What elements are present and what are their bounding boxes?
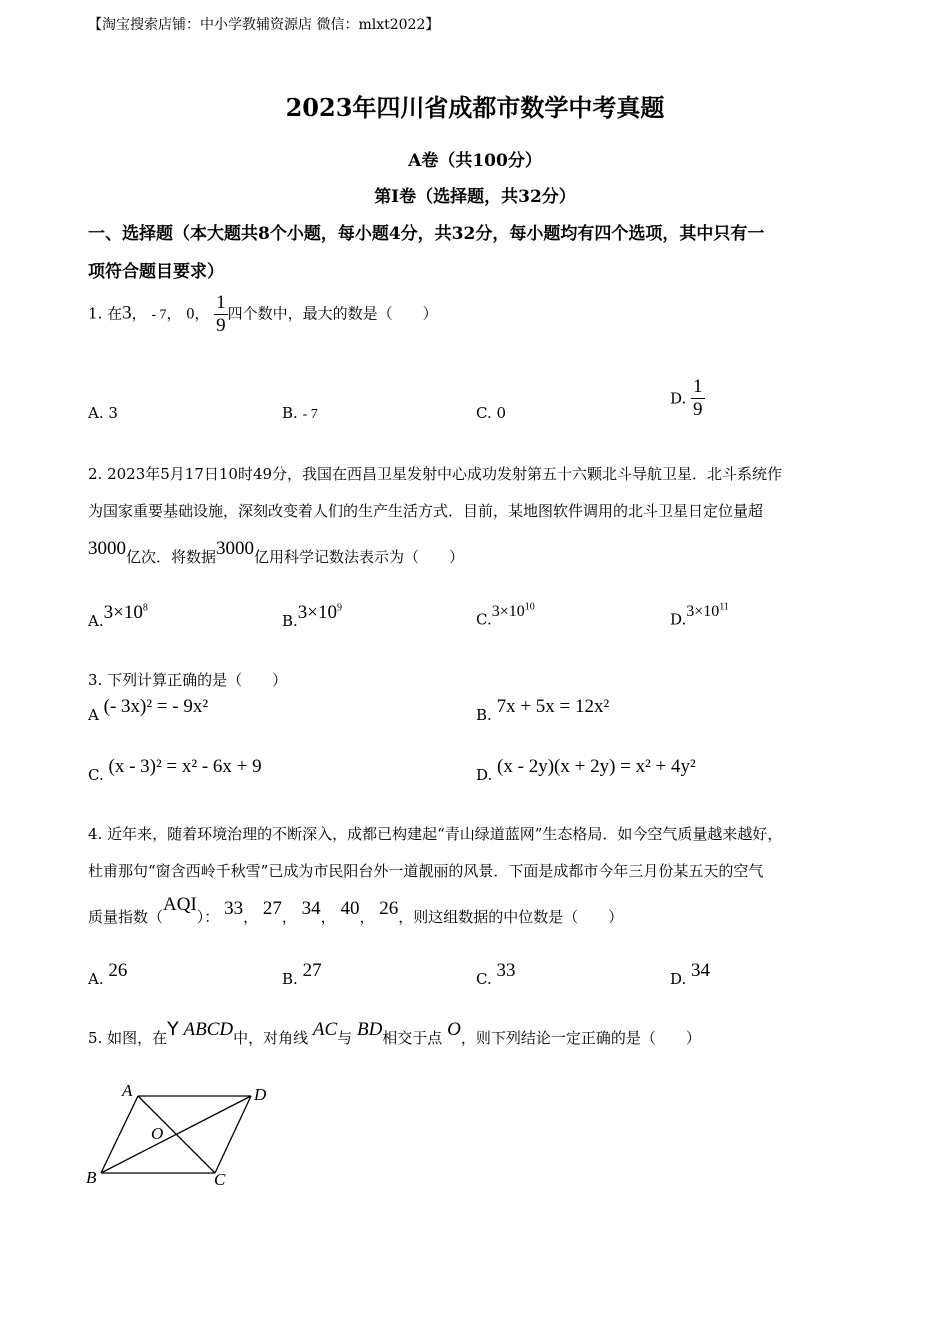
page-title: 2023年四川省成都市数学中考真题 <box>285 93 665 122</box>
question-2-line2: 为国家重要基础设施，深刻改变着人们的生产生活方式．目前，某地图软件调用的北斗卫星日定位量超 <box>88 502 764 520</box>
question-2-line3: 3000亿次．将数据3000亿用科学记数法表示为（ ） <box>88 538 465 566</box>
q3-option-b[interactable]: B. 7x + 5x = 12x² <box>476 696 610 724</box>
question-3-stem: 3. 下列计算正确的是（ ） <box>88 671 288 689</box>
diagonal-bd <box>101 1096 251 1173</box>
section1-heading-line1: 一、选择题（本大题共8个小题，每小题4分，共32分，每小题均有四个选项，其中只有一 <box>88 224 765 244</box>
q1-option-a[interactable]: A. 3 <box>88 404 118 422</box>
q1-option-b[interactable]: B. - 7 <box>282 404 318 422</box>
label-d: D <box>254 1085 267 1104</box>
parallelogram-figure <box>80 1078 280 1193</box>
question-4-line3: 质量指数（AQI）： 33， 27， 34， 40， 26，则这组数据的中位数是（ ） <box>88 894 624 926</box>
q2-option-d[interactable]: $D.3\times 10^{11}$ <box>670 602 729 629</box>
q1-fraction: $\frac{1}{9}$ <box>216 292 226 336</box>
question-4-line2: 杜甫那句“窗含西岭千秋雪”已成为市民阳台外一道靓丽的风景．下面是成都市今年三月份某五天的空气 <box>88 862 764 880</box>
q2-option-a[interactable]: $A.3\times 10^8$ <box>88 602 148 630</box>
label-a: A <box>122 1081 133 1100</box>
q1-num-neg7: - 7 <box>151 307 167 323</box>
label-o: O <box>151 1124 164 1143</box>
q3-option-c[interactable]: C. (x - 3)² = x² - 6x + 9 <box>88 756 262 784</box>
question-5-stem: 5. 如图，在Y ABCD中，对角线 AC与 BD相交于点 O，则下列结论一定正确的是（ ） <box>88 1018 701 1047</box>
q1-prefix: 1. 在 <box>88 304 123 323</box>
q4-option-b[interactable]: B. 27 <box>282 960 322 988</box>
q2-num-3000-b: 3000 <box>216 538 255 559</box>
q3-option-a[interactable]: A (- 3x)² = - 9x² <box>88 696 209 724</box>
side-ba <box>101 1096 138 1173</box>
q2-option-c[interactable]: $C.3\times 10^{10}$ <box>476 602 535 629</box>
q1-option-c[interactable]: C. 0 <box>476 404 507 422</box>
question-1: 1. 在3， - 7， 0， $\frac{1}{9}$ 四个数中，最大的数是（ ） <box>88 292 438 336</box>
question-4-line1: 4. 近年来，随着环境治理的不断深入，成都已构建起“青山绿道蓝网”生态格局．如今空气质量越来越好， <box>88 825 783 843</box>
subtitle-part1: 第I卷（选择题，共32分） <box>374 187 576 207</box>
q4-option-c[interactable]: C. 33 <box>476 960 516 988</box>
q1-suffix: 四个数中，最大的数是（ ） <box>227 304 438 323</box>
q4-aqi: AQI <box>163 894 197 915</box>
q4-option-d[interactable]: D. 34 <box>670 960 711 988</box>
q1-option-d[interactable]: D. $\frac{1}{9}$ <box>670 376 703 420</box>
q4-option-a[interactable]: A. 26 <box>88 960 128 988</box>
page-header: 【淘宝搜索店铺：中小学教辅资源店 微信：mlxt2022】 <box>88 17 440 33</box>
q1-num-0: 0 <box>186 305 195 323</box>
parallelogram-symbol: Y <box>167 1018 179 1040</box>
q3-option-d[interactable]: D. (x - 2y)(x + 2y) = x² + 4y² <box>476 756 696 784</box>
label-c: C <box>214 1170 226 1189</box>
q2-option-b[interactable]: $B.3\times 10^9$ <box>282 602 343 630</box>
question-2-line1: 2. 2023年5月17日10时49分，我国在西昌卫星发射中心成功发射第五十六颗北斗导航卫星．北斗系统作 <box>88 465 783 483</box>
q2-num-3000-a: 3000 <box>88 538 126 559</box>
side-dc <box>215 1096 251 1173</box>
q1-num-3: 3 <box>122 302 132 324</box>
subtitle-a: A卷（共100分） <box>408 151 542 171</box>
section1-heading-line2: 项符合题目要求） <box>88 262 224 282</box>
label-b: B <box>86 1168 97 1187</box>
